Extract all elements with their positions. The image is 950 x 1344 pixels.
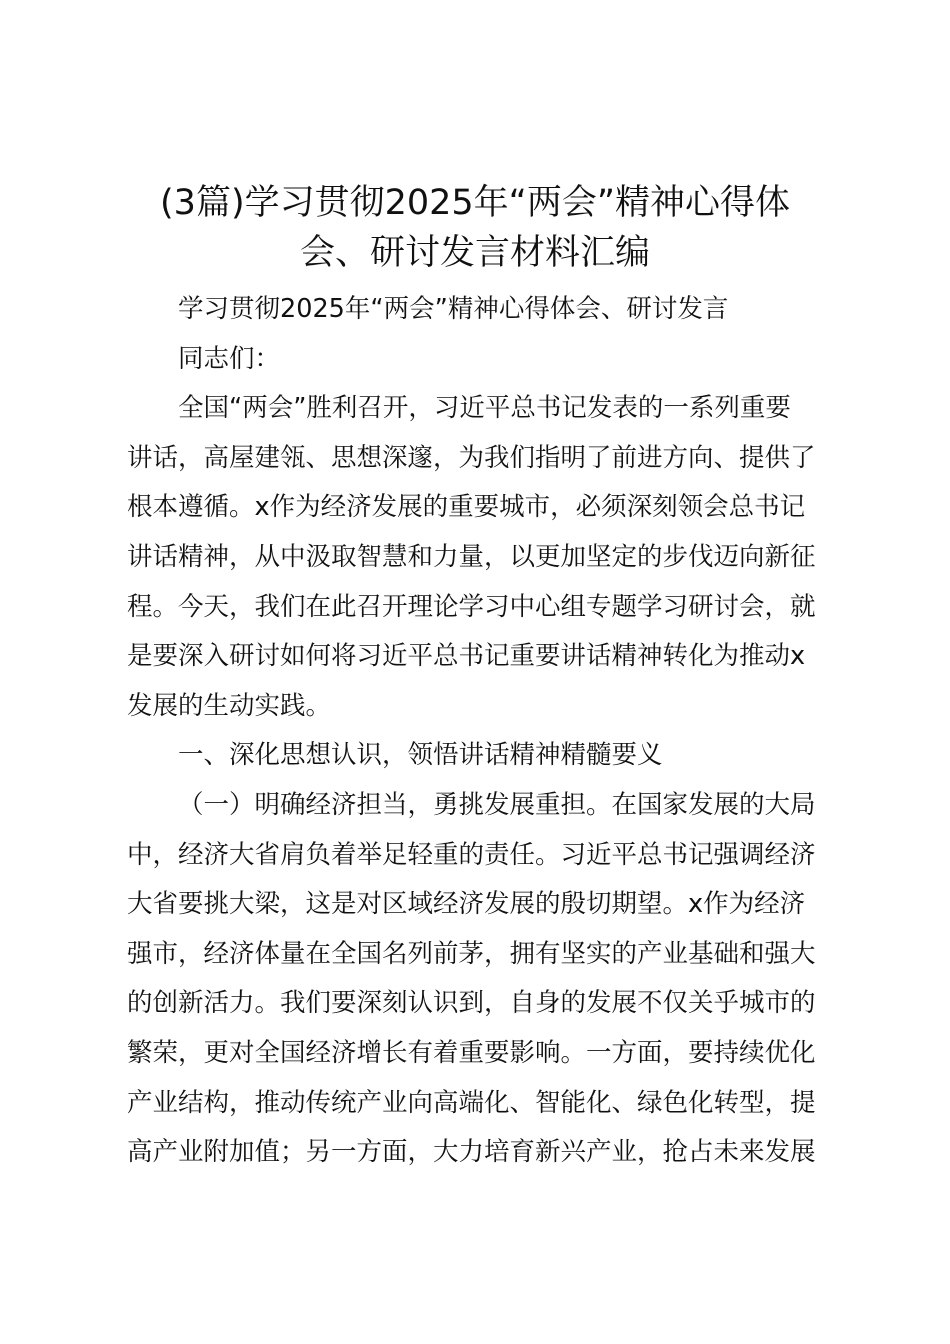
- paragraph-line: 根本遵循。x作为经济发展的重要城市，必须深刻领会总书记: [127, 492, 806, 523]
- paragraph-line: 高产业附加值；另一方面，大力培育新兴产业，抢占未来发展: [127, 1137, 816, 1168]
- document-body: [127, 285, 833, 1178]
- paragraph-line: 中，经济大省肩负着举足轻重的责任。习近平总书记强调经济: [127, 839, 816, 870]
- paragraph-line: 强市，经济体量在全国名列前茅，拥有坚实的产业基础和强大: [127, 938, 816, 969]
- paragraph-line: 讲话，高屋建瓴、思想深邃，为我们指明了前进方向、提供了: [127, 442, 816, 473]
- paragraph-line: 产业结构，推动传统产业向高端化、智能化、绿色化转型，提: [127, 1087, 816, 1118]
- paragraph-line: 的创新活力。我们要深刻认识到，自身的发展不仅关乎城市的: [127, 988, 816, 1019]
- paragraph-line: 大省要挑大梁，这是对区域经济发展的殷切期望。x作为经济: [127, 889, 806, 920]
- paragraph-1: [127, 384, 833, 731]
- title-line: 会、研讨发言材料汇编: [299, 232, 650, 273]
- paragraph-line: 全国“两会”胜利召开，习近平总书记发表的一系列重要: [178, 393, 791, 424]
- document-title: [100, 178, 850, 277]
- subtitle: 学习贯彻2025年“两会”精神心得体会、研讨发言: [178, 294, 729, 324]
- section-heading: 一、深化思想认识，领悟讲话精神精髓要义: [178, 740, 663, 771]
- paragraph-2: [127, 781, 833, 1178]
- paragraph-line: （一）明确经济担当，勇挑发展重担。在国家发展的大局: [178, 789, 816, 820]
- paragraph-line: 发展的生动实践。: [127, 690, 332, 721]
- paragraph-line: 讲话精神，从中汲取智慧和力量，以更加坚定的步伐迈向新征: [127, 541, 816, 572]
- paragraph-line: 繁荣，更对全国经济增长有着重要影响。一方面，要持续优化: [127, 1037, 816, 1068]
- paragraph-line: 是要深入研讨如何将习近平总书记重要讲话精神转化为推动x: [127, 641, 806, 672]
- salutation: 同志们：: [178, 343, 281, 374]
- title-line: (3篇)学习贯彻2025年“两会”精神心得体: [160, 183, 790, 223]
- paragraph-line: 程。今天，我们在此召开理论学习中心组专题学习研讨会，就: [127, 591, 816, 622]
